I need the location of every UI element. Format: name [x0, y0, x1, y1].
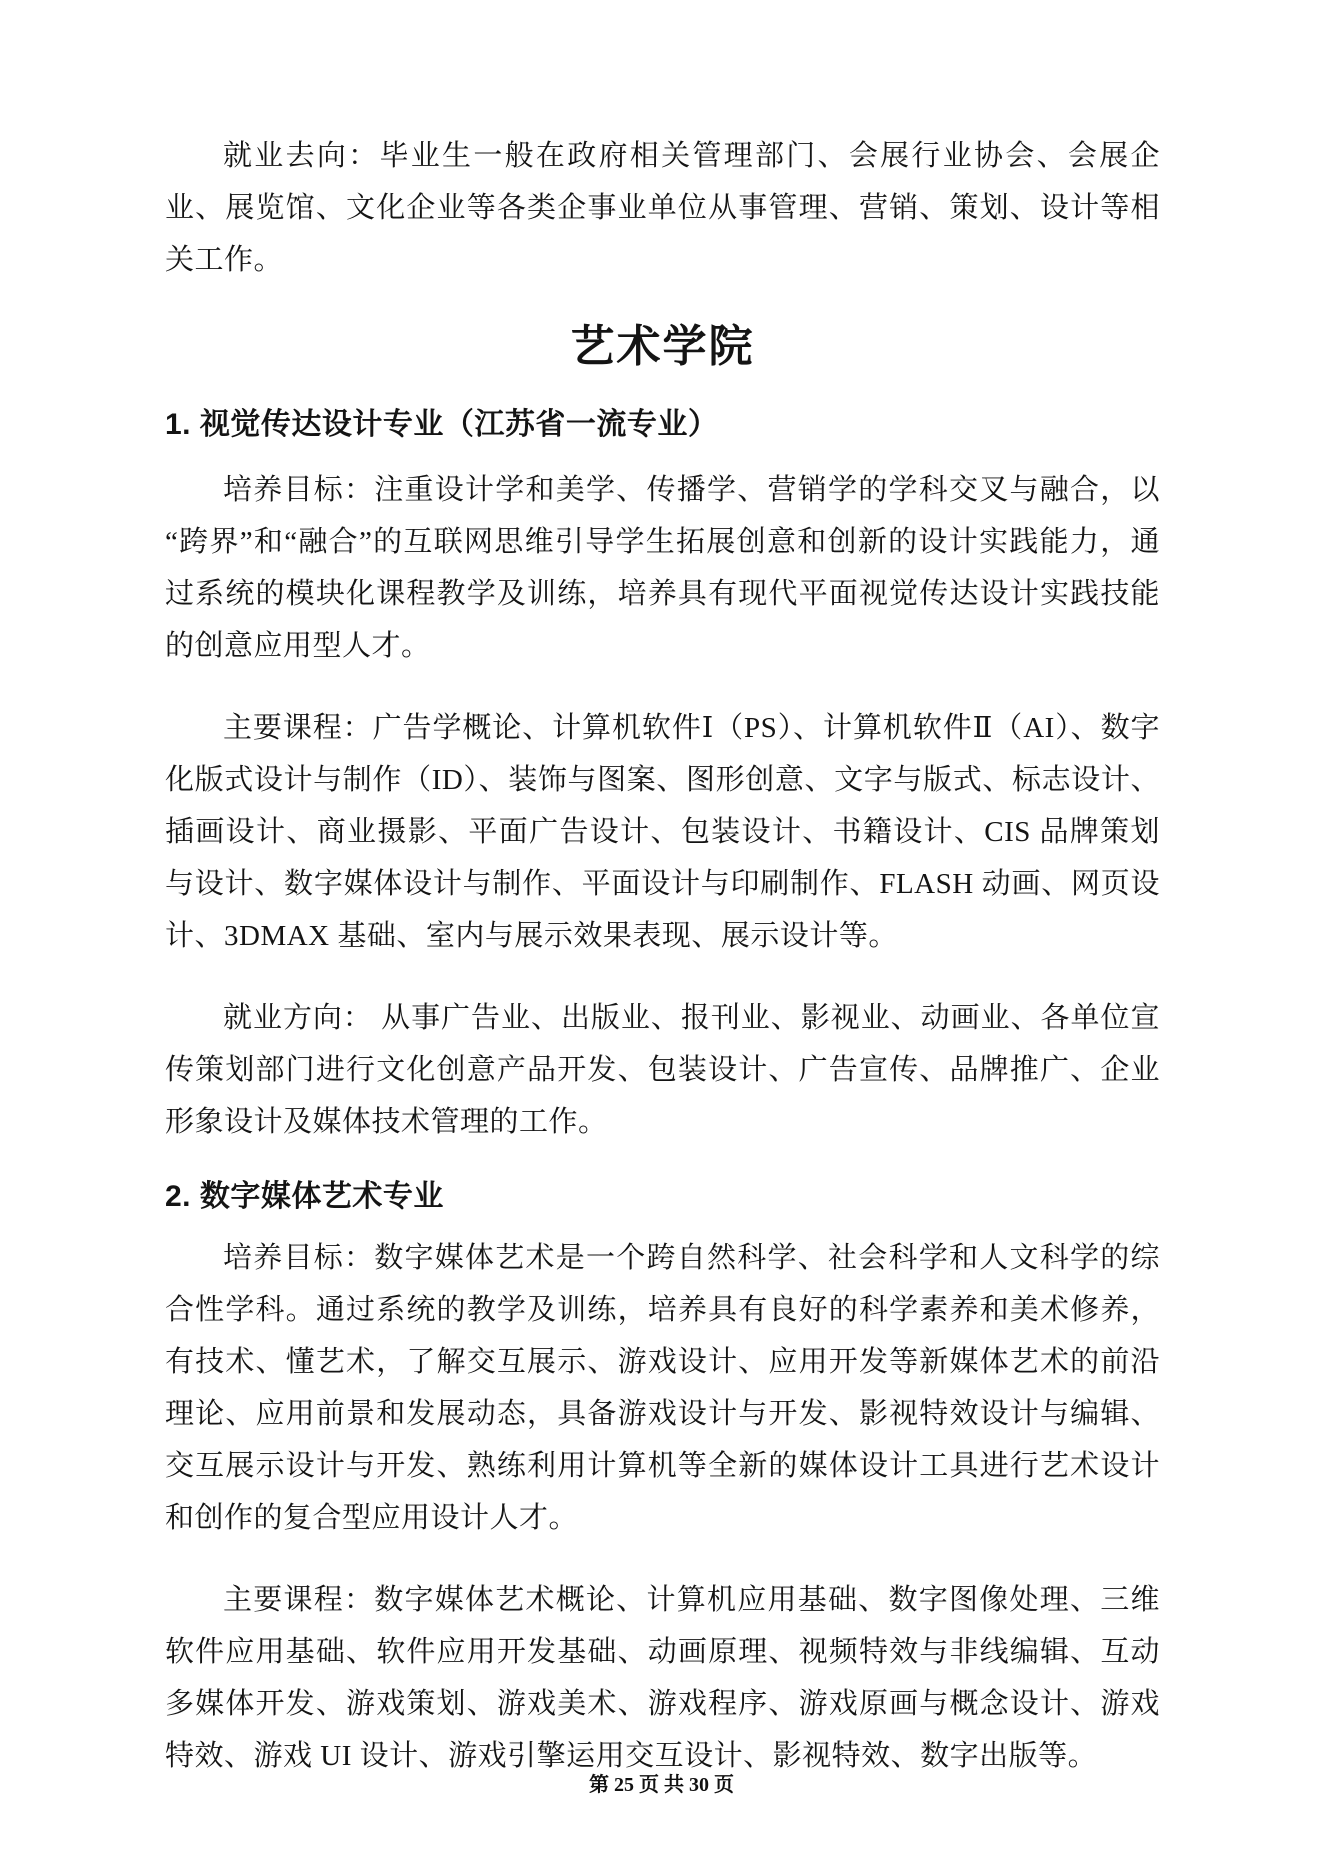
section-heading-visual-communication-design: 1. 视觉传达设计专业（江苏省一流专业）: [165, 408, 719, 441]
intro-paragraph: 就业去向：毕业生一般在政府相关管理部门、会展行业协会、会展企业、展览馆、文化企业等各类企事业单位从事管理、营销、策划、设计等相关工作。: [165, 140, 1160, 276]
page-title: 艺术学院: [570, 322, 755, 371]
paragraph-training-objectives-2: 培养目标：数字媒体艺术是一个跨自然科学、社会科学和人文科学的综合性学科。通过系统的教学及训练，培养具有良好的科学素养和美术修养，有技术、懂艺术，了解交互展示、游戏设计、应用开发等新媒体艺术的前沿理论、应用前景和发展动态，具备游戏设计与开发、影视特效设计与编辑、交互展示设计与开发、熟练利用计算机等全新的媒体设计工具进行艺术设计和创作的复合型应用设计人才。: [165, 1242, 1160, 1534]
paragraph-main-courses-2: 主要课程：数字媒体艺术概论、计算机应用基础、数字图像处理、三维软件应用基础、软件应用开发基础、动画原理、视频特效与非线编辑、互动多媒体开发、游戏策划、游戏美术、游戏程序、游戏原画与概念设计、游戏特效、游戏 UI 设计、游戏引擎运用交互设计、影视特效、数字出版等。: [165, 1584, 1160, 1772]
footer-page-number: 第 25 页 共 30 页: [589, 1774, 734, 1796]
section-heading-digital-media-art: 2. 数字媒体艺术专业: [165, 1180, 444, 1213]
paragraph-main-courses-1: 主要课程：广告学概论、计算机软件Ⅰ（PS）、计算机软件Ⅱ（AI）、数字化版式设计与制作（ID）、装饰与图案、图形创意、文字与版式、标志设计、插画设计、商业摄影、平面广告设计、包装设计、书籍设计、CIS 品牌策划与设计、数字媒体设计与制作、平面设计与印刷制作、FLASH 动画、网页设计、3DMAX 基础、室内与展示效果表现、展示设计等。: [165, 712, 1160, 952]
paragraph-career-direction-1: 就业方向： 从事广告业、出版业、报刊业、影视业、动画业、各单位宣传策划部门进行文化创意产品开发、包装设计、广告宣传、品牌推广、企业形象设计及媒体技术管理的工作。: [165, 1002, 1160, 1138]
paragraph-training-objectives-1: 培养目标：注重设计学和美学、传播学、营销学的学科交叉与融合，以“跨界”和“融合”的互联网思维引导学生拓展创意和创新的设计实践能力，通过系统的模块化课程教学及训练，培养具有现代平面视觉传达设计实践技能的创意应用型人才。: [165, 474, 1160, 662]
